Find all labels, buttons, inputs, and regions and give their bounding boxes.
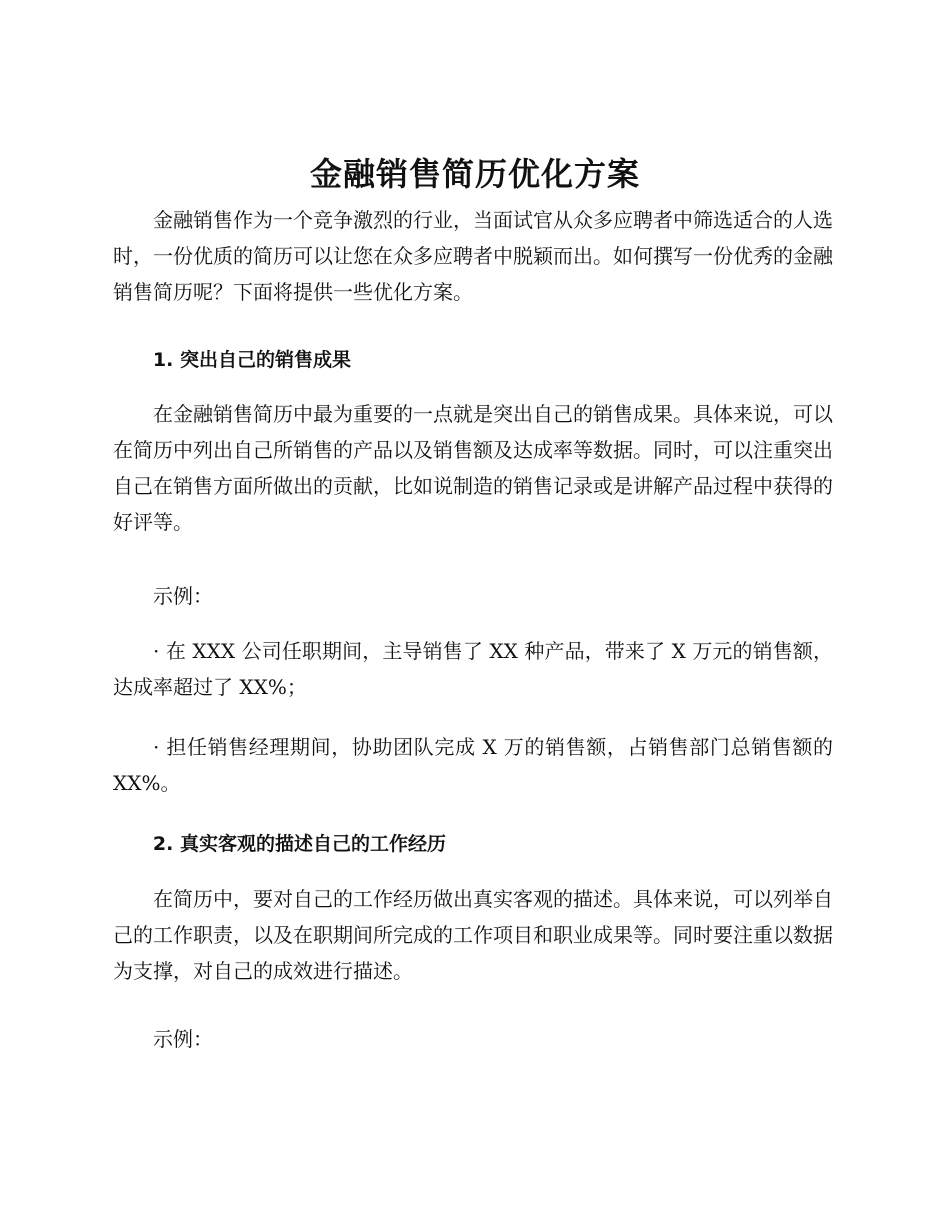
document-title: 金融销售简历优化方案 xyxy=(309,155,640,193)
section2-example-block xyxy=(113,1021,833,1057)
section1-bullet-2-block xyxy=(113,729,833,801)
section1-heading-block xyxy=(113,342,833,378)
intro-paragraph: 金融销售作为一个竞争激烈的行业，当面试官从众多应聘者中筛选适合的人选时，一份优质的简历可以让您在众多应聘者中脱颖而出。如何撰写一份优秀的金融销售简历呢？下面将提供一些优化方案。 xyxy=(113,208,833,304)
section2-paragraph: 在简历中，要对自己的工作经历做出真实客观的描述。具体来说，可以列举自己的工作职责，以及在职期间所完成的工作项目和职业成果等。同时要注重以数据为支撑，对自己的成效进行描述。 xyxy=(113,887,833,983)
list-item: · 担任销售经理期间，协助团队完成 X 万的销售额，占销售部门总销售额的 XX%。 xyxy=(113,735,833,795)
list-item: · 在 XXX 公司任职期间，主导销售了 XX 种产品，带来了 X 万元的销售额，达成率超过了 XX%； xyxy=(113,639,833,699)
section1-bullet-1-block xyxy=(113,633,833,705)
section1-example-block xyxy=(113,578,833,614)
section1-paragraph: 在金融销售简历中最为重要的一点就是突出自己的销售成果。具体来说，可以在简历中列出自己所销售的产品以及销售额及达成率等数据。同时，可以注重突出自己在销售方面所做出的贡献，比如说制造的销售记录或是讲解产品过程中获得的好评等。 xyxy=(113,402,833,534)
section2-heading-block xyxy=(113,826,833,862)
section1-paragraph-block xyxy=(113,396,833,540)
section2-heading: 2. 真实客观的描述自己的工作经历 xyxy=(152,833,446,855)
section2-paragraph-block xyxy=(113,881,833,989)
intro-block xyxy=(113,202,833,310)
section2-example-label: 示例： xyxy=(153,1027,213,1051)
section1-heading: 1. 突出自己的销售成果 xyxy=(152,349,351,371)
section1-example-label: 示例： xyxy=(153,584,213,608)
